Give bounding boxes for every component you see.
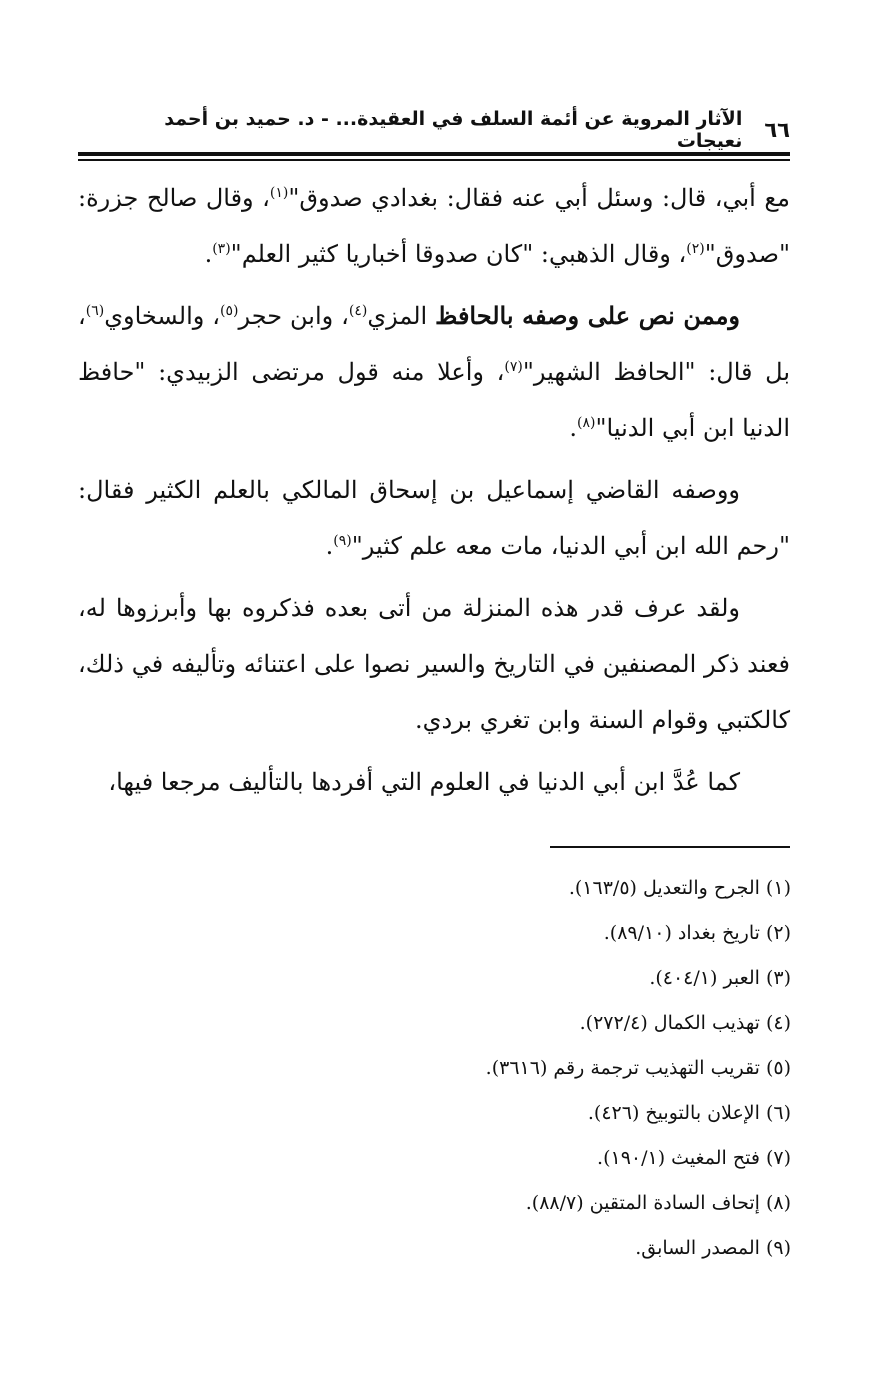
footnote-ref-9: (٩): [333, 533, 352, 549]
running-header: [130, 108, 790, 152]
header-rule-thin: [78, 159, 790, 161]
footnote-4: (٤) تهذيب الكمال (٢٧٢/٤).: [579, 1012, 791, 1034]
text-run: ، وأعلا منه قول مرتضى الزبيدي: "حافظ الدنيا ابن أبي الدنيا": [78, 358, 790, 442]
bold-phrase: وممن نص على وصفه بالحافظ: [435, 301, 741, 330]
paragraph-3: [78, 462, 790, 574]
page-number: ٦٦: [764, 118, 790, 142]
footnote-1: (١) الجرح والتعديل (١٦٣/٥).: [568, 877, 791, 899]
footnote-6: (٦) الإعلان بالتوبيخ (٤٢٦).: [587, 1102, 791, 1124]
footnote-3: (٣) العبر (٤٠٤/١).: [649, 967, 791, 989]
footnote-ref-1: (١): [269, 185, 289, 201]
footnote-ref-8: (٨): [577, 415, 596, 431]
text-run: مع أبي، قال: وسئل أبي عنه فقال: بغدادي صدوق": [288, 184, 790, 212]
text-run: ، وقال صالح جزرة: "صدوق": [78, 184, 790, 268]
paragraph-1: [78, 170, 790, 282]
footnote-9: (٩) المصدر السابق.: [635, 1237, 791, 1259]
header-rule-thick: [78, 152, 790, 156]
footnote-ref-2: (٢): [686, 241, 705, 257]
footnote-7: (٧) فتح المغيث (١٩٠/١).: [597, 1147, 791, 1169]
text-run: ، بل قال: "الحافظ الشهير": [78, 302, 791, 386]
text-run: ، والسخاوي: [104, 302, 221, 330]
paragraph-4: ولقد عرف قدر هذه المنزلة من أتى بعده فذكروه بها وأبرزوها له، فعند ذكر المصنفين في التاريخ والسير نصوا على اعتنائه وتأليفه في ذلك، كالكتبي وقوام السنة وابن تغري بردي.: [78, 594, 790, 734]
text-run: .: [325, 532, 334, 560]
footnote-separator: [550, 846, 790, 848]
footnote-ref-7: (٧): [504, 359, 523, 375]
main-text: [78, 170, 790, 816]
footnotes-list: [191, 866, 791, 1271]
text-run: ووصفه القاضي إسماعيل بن إسحاق المالكي بالعلم الكثير فقال: "رحم الله ابن أبي الدنيا، مات معه علم كثير": [78, 476, 790, 560]
text-run: المزي: [367, 302, 436, 330]
footnote-ref-3: (٣): [212, 241, 231, 257]
paragraph-2: [78, 288, 790, 456]
footnote-ref-5: (٥): [220, 303, 239, 319]
text-run: ، وقال الذهبي: "كان صدوقا أخباريا كثير العلم": [230, 240, 687, 268]
footnote-ref-6: (٦): [85, 303, 105, 319]
footnote-2: (٢) تاريخ بغداد (٨٩/١٠).: [603, 922, 791, 944]
footnote-8: (٨) إتحاف السادة المتقين (٨٨/٧).: [525, 1192, 791, 1214]
paragraph-5: كما عُدَّ ابن أبي الدنيا في العلوم التي أفردها بالتأليف مرجعا فيها،: [108, 768, 740, 796]
text-run: .: [569, 414, 577, 442]
text-run: ، وابن حجر: [238, 302, 349, 330]
footnote-5: (٥) تقريب التهذيب ترجمة رقم (٣٦١٦).: [485, 1057, 791, 1079]
text-run: .: [204, 240, 213, 268]
running-title: الآثار المروية عن أئمة السلف في العقيدة... - د. حميد بن أحمد نعيجات: [164, 108, 743, 152]
footnote-ref-4: (٤): [348, 303, 368, 319]
